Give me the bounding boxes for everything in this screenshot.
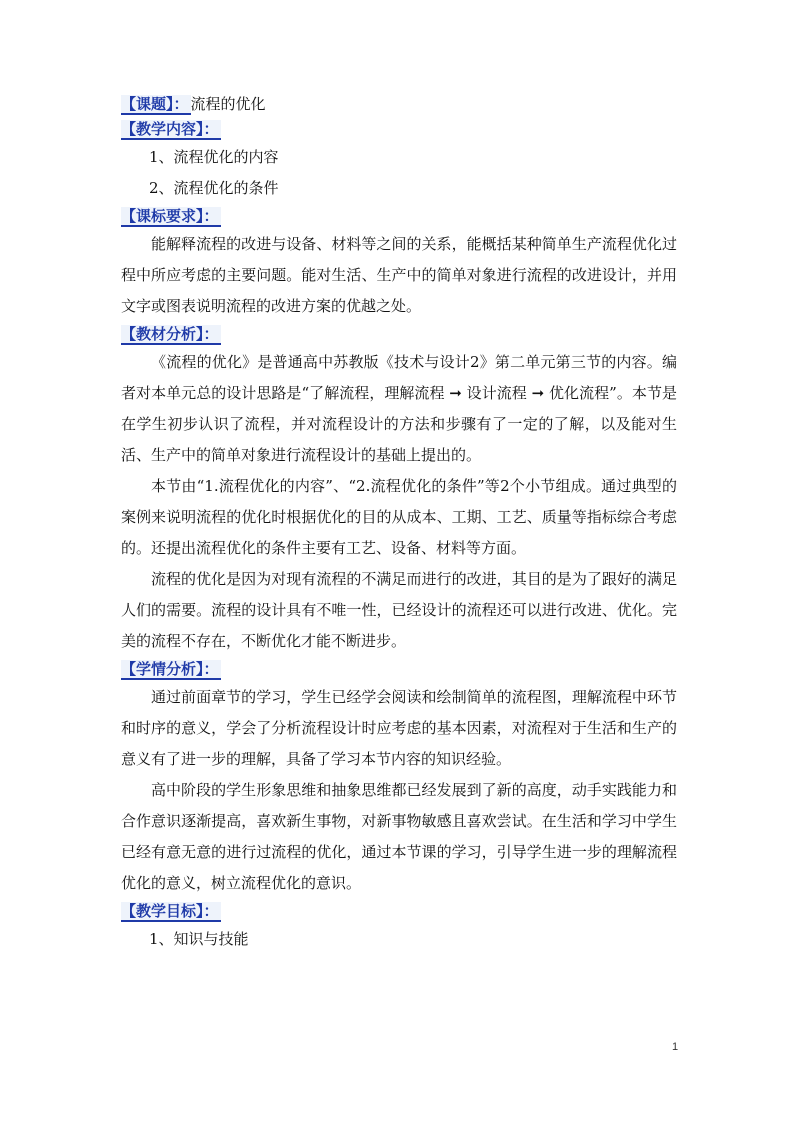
standards-label: 【课标要求】：	[121, 207, 219, 225]
goals-label: 【教学目标】：	[121, 902, 219, 920]
lesson-plan-body	[121, 92, 677, 955]
textbook-heading	[121, 322, 677, 347]
textbook-label: 【教材分析】：	[121, 325, 219, 343]
students-heading	[121, 657, 677, 682]
content-item: 1、流程优化的内容	[149, 148, 279, 166]
students-paragraph: 高中阶段的学生形象思维和抽象思维都已经发展到了新的高度，动手实践能力和合作意识逐渐提高，喜欢新生事物，对新事物敏感且喜欢尝试。在生活和学习中学生已经有意无意的进行过流程的优化，通过本节课的学习，引导学生进一步的理解流程优化的意义，树立流程优化的意识。	[121, 781, 677, 892]
content-item: 2、流程优化的条件	[149, 179, 279, 197]
page-number: 1	[671, 1041, 679, 1053]
topic-label: 【课题】：	[121, 95, 189, 113]
students-label: 【学情分析】：	[121, 660, 219, 678]
textbook-paragraph: 流程的优化是因为对现有流程的不满足而进行的改进，其目的是为了跟好的满足人们的需要。流程的设计具有不唯一性，已经设计的流程还可以进行改进、优化。完美的流程不存在，不断优化才能不断进步。	[121, 570, 677, 650]
content-label: 【教学内容】：	[121, 120, 219, 138]
standards-heading	[121, 204, 677, 229]
students-paragraph: 通过前面章节的学习，学生已经学会阅读和绘制简单的流程图，理解流程中环节和时序的意义，学会了分析流程设计时应考虑的基本因素，对流程对于生活和生产的意义有了进一步的理解，具备了学习本节内容的知识经验。	[121, 688, 677, 768]
content-heading	[121, 117, 677, 142]
topic-heading	[121, 92, 677, 117]
textbook-paragraph: 本节由“1.流程优化的内容”、“2.流程优化的条件”等2个小节组成。通过典型的案例来说明流程的优化时根据优化的目的从成本、工期、工艺、质量等指标综合考虑的。还提出流程优化的条件主要有工艺、设备、材料等方面。	[121, 477, 677, 557]
textbook-paragraph: 《流程的优化》是普通高中苏教版《技术与设计2》第二单元第三节的内容。编者对本单元总的设计思路是“了解流程，理解流程 ➞ 设计流程 ➞ 优化流程”。本节是在学生初步认识了流程，并对流程设计的方法和步骤有了一定的了解，以及能对生活、生产中的简单对象进行流程设计的基础上提出的。	[121, 353, 677, 464]
goals-heading	[121, 899, 677, 924]
goals-item: 1、知识与技能	[149, 930, 249, 948]
standards-paragraph: 能解释流程的改进与设备、材料等之间的关系，能概括某种简单生产流程优化过程中所应考虑的主要问题。能对生活、生产中的简单对象进行流程的改进设计，并用文字或图表说明流程的改进方案的优越之处。	[121, 235, 677, 315]
topic-value: 流程的优化	[190, 95, 266, 113]
